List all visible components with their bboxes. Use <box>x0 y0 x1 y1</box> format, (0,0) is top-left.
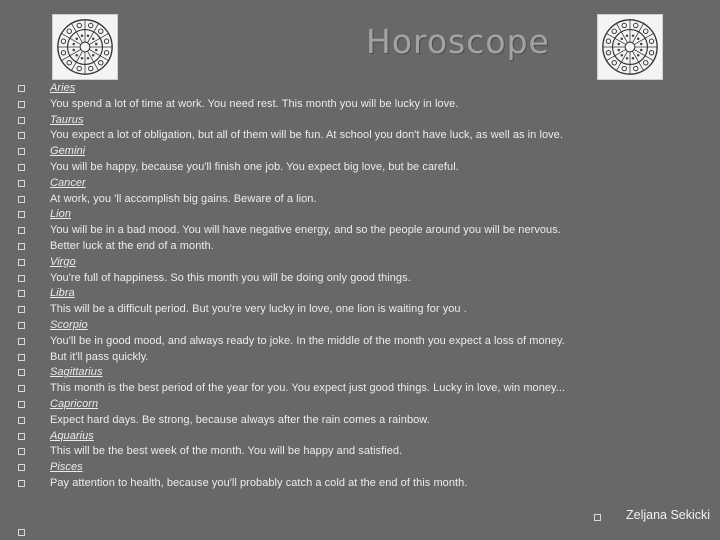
horoscope-text-line <box>0 443 720 459</box>
bullet-icon <box>18 480 25 487</box>
line-text: You'll be in good mood, and always ready to joke. In the middle of the month you expect a loss of money. <box>50 334 565 347</box>
author-bullet-icon <box>594 514 601 521</box>
horoscope-text-line <box>0 222 720 238</box>
page-title: Horoscope <box>366 22 550 61</box>
bullet-icon <box>18 180 25 187</box>
sign-name: Aquarius <box>50 429 94 442</box>
horoscope-text-line <box>0 301 720 317</box>
line-text: This will be the best week of the month. You will be happy and satisfied. <box>50 445 403 458</box>
sign-name: Virgo <box>50 255 76 268</box>
bullet-icon <box>18 196 25 203</box>
bullet-icon <box>18 275 25 282</box>
bullet-icon <box>18 243 25 250</box>
line-text: You're full of happiness. So this month you will be doing only good things. <box>50 271 411 284</box>
sign-heading <box>0 175 720 191</box>
sign-name: Pisces <box>50 461 83 474</box>
bullet-icon <box>18 117 25 124</box>
horoscope-text-line <box>0 380 720 396</box>
author-name: Zeljana Sekicki <box>626 508 711 522</box>
sign-heading <box>0 254 720 270</box>
line-text: This month is the best period of the year for you. You expect just good things. Lucky in love, win money... <box>50 382 566 395</box>
bullet-icon <box>18 401 25 408</box>
horoscope-text-line <box>0 159 720 175</box>
bullet-icon <box>18 101 25 108</box>
empty-bullet-icon <box>18 529 25 536</box>
bullet-icon <box>18 290 25 297</box>
horoscope-text-line <box>0 238 720 254</box>
horoscope-text-line <box>0 475 720 491</box>
line-text: Pay attention to health, because you'll probably catch a cold at the end of this month. <box>50 477 468 489</box>
horoscope-text-line <box>0 412 720 428</box>
bullet-icon <box>18 338 25 345</box>
sign-name: Taurus <box>50 113 84 126</box>
bullet-icon <box>18 85 25 92</box>
bullet-icon <box>18 369 25 376</box>
sign-name: Libra <box>50 287 75 300</box>
sign-heading <box>0 143 720 159</box>
horoscope-text-line <box>0 127 720 143</box>
horoscope-text-line <box>0 349 720 365</box>
line-text: Expect hard days. Be strong, because always after the rain comes a rainbow. <box>50 413 430 426</box>
bullet-icon <box>18 433 25 440</box>
sign-heading <box>0 206 720 222</box>
sign-name: Sagittarius <box>50 366 103 379</box>
bullet-icon <box>18 211 25 218</box>
horoscope-text-line <box>0 270 720 286</box>
sign-name: Aries <box>50 82 76 94</box>
bullet-icon <box>18 354 25 361</box>
sign-heading <box>0 285 720 301</box>
sign-heading <box>0 428 720 444</box>
bullet-icon <box>18 448 25 455</box>
sign-name: Lion <box>50 208 71 221</box>
sign-heading <box>0 364 720 380</box>
line-text: At work, you 'll accomplish big gains. Beware of a lion. <box>50 192 317 205</box>
bullet-icon <box>18 306 25 313</box>
line-text: But it'll pass quickly. <box>50 350 149 363</box>
line-text: This will be a difficult period. But you're very lucky in love, one lion is waiting for you . <box>50 303 467 316</box>
bullet-icon <box>18 148 25 155</box>
line-text: You expect a lot of obligation, but all of them will be fun. At school you don't have luck, as well as in love. <box>50 129 563 142</box>
sign-heading <box>0 112 720 128</box>
line-text: You will be happy, because you'll finish one job. You expect big love, but be careful. <box>50 161 459 173</box>
horoscope-text-line <box>0 96 720 112</box>
bullet-icon <box>18 164 25 171</box>
line-text: You spend a lot of time at work. You need rest. This month you will be lucky in love. <box>50 97 459 110</box>
bullet-icon <box>18 259 25 266</box>
sign-heading <box>0 317 720 333</box>
bullet-icon <box>18 464 25 471</box>
horoscope-text-line <box>0 191 720 207</box>
sign-heading <box>0 80 720 96</box>
bullet-icon <box>18 322 25 329</box>
sign-heading <box>0 459 720 475</box>
bullet-icon <box>18 385 25 392</box>
bullet-icon <box>18 132 25 139</box>
line-text: Better luck at the end of a month. <box>50 240 214 252</box>
sign-name: Capricorn <box>50 398 99 410</box>
sign-name: Scorpio <box>50 319 88 331</box>
bullet-icon <box>18 417 25 424</box>
sign-heading <box>0 396 720 412</box>
sign-name: Cancer <box>50 176 86 189</box>
line-text: You will be in a bad mood. You will have negative energy, and so the people around you will be nervous. <box>50 224 561 237</box>
horoscope-text-line <box>0 333 720 349</box>
bullet-icon <box>18 227 25 234</box>
sign-name: Gemini <box>50 145 86 158</box>
